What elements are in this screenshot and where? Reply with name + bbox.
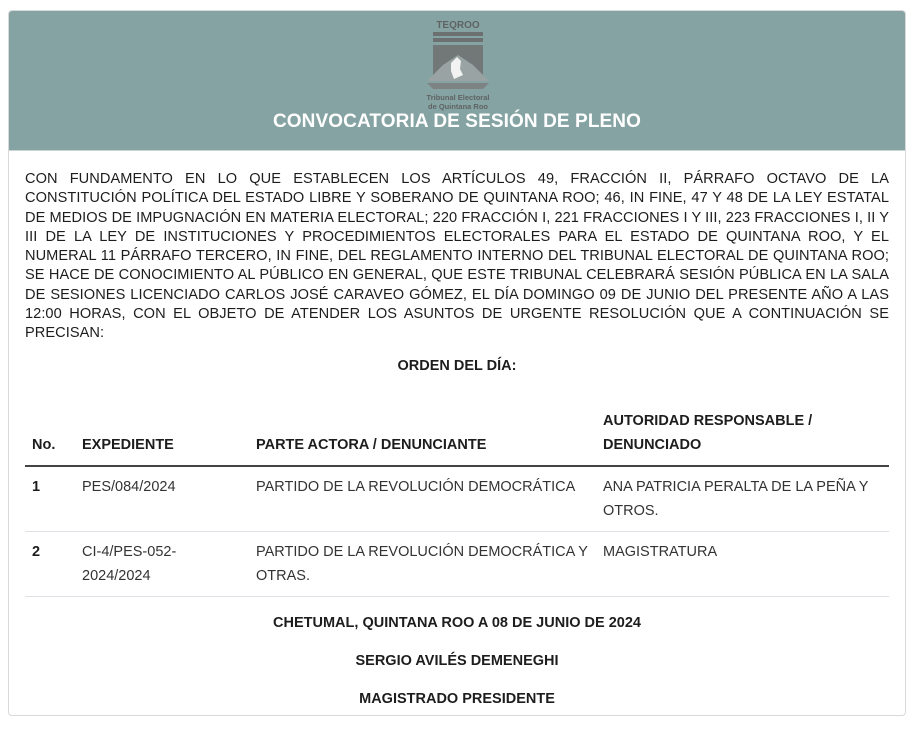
header-no: No.	[25, 401, 75, 466]
teqroo-logo-icon	[413, 17, 503, 117]
row-expediente: PES/084/2024	[75, 466, 249, 532]
logo-text-line2: de Quintana Roo	[428, 102, 488, 111]
card-header	[9, 11, 905, 151]
signer-role: MAGISTRADO PRESIDENTE	[359, 690, 555, 707]
row-parte-actora: PARTIDO DE LA REVOLUCIÓN DEMOCRÁTICA Y OTRAS.	[249, 531, 596, 596]
convocatoria-card	[8, 10, 906, 716]
row-no: 2	[25, 531, 75, 596]
teqroo-logo	[413, 17, 503, 117]
intro-paragraph: CON FUNDAMENTO EN LO QUE ESTABLECEN LOS ARTÍCULOS 49, FRACCIÓN II, PÁRRAFO OCTAVO DE LA CONSTITUCIÓN POLÍTICA DEL ESTADO LIBRE Y SOBERANO DE QUINTANA ROO; 46, IN FINE, 47 Y 48 DE LA LEY ESTATAL DE MEDIOS DE IMPUGNACIÓN EN MATERIA ELECTORAL; 220 FRACCIÓN I, 221 FRACCIONES I Y III, 223 FRACCIONES I, II Y III DE LA LEY DE INSTITUCIONES Y PROCEDIMIENTOS ELECTORALES PARA EL ESTADO DE QUINTANA ROO, Y EL NUMERAL 11 PÁRRAFO TERCERO, IN FINE, DEL REGLAMENTO INTERNO DEL TRIBUNAL ELECTORAL DE QUINTANA ROO; SE HACE DE CONOCIMIENTO AL PÚBLICO EN GENERAL, QUE ESTE TRIBUNAL CELEBRARÁ SESIÓN PÚBLICA EN LA SALA DE SESIONES LICENCIADO CARLOS JOSÉ CARAVEO GÓMEZ, EL DÍA DOMINGO 09 DE JUNIO DEL PRESENTE AÑO A LAS 12:00 HORAS, CON EL OBJETO DE ATENDER LOS ASUNTOS DE URGENTE RESOLUCIÓN QUE A CONTINUACIÓN SE PRECISAN:	[25, 171, 889, 342]
asuntos-table	[25, 401, 889, 597]
logo-text-top: TEQROO	[436, 20, 480, 31]
place-date: CHETUMAL, QUINTANA ROO A 08 DE JUNIO DE 2024	[273, 614, 641, 631]
header-autoridad: AUTORIDAD RESPONSABLE / DENUNCIADO	[596, 401, 889, 466]
row-parte-actora: PARTIDO DE LA REVOLUCIÓN DEMOCRÁTICA	[249, 466, 596, 532]
row-autoridad: ANA PATRICIA PERALTA DE LA PEÑA Y OTROS.	[596, 466, 889, 532]
signer-name: SERGIO AVILÉS DEMENEGHI	[355, 652, 559, 669]
page-title: CONVOCATORIA DE SESIÓN DE PLENO	[272, 111, 641, 132]
table-row	[25, 466, 889, 532]
table-header-row	[25, 401, 889, 466]
logo-text-line1: Tribunal Electoral	[426, 93, 490, 102]
header-expediente: EXPEDIENTE	[75, 401, 249, 466]
row-autoridad: MAGISTRATURA	[596, 531, 889, 596]
orden-del-dia-title: ORDEN DEL DÍA:	[397, 357, 517, 374]
row-no: 1	[25, 466, 75, 532]
table-row	[25, 531, 889, 596]
header-parte-actora: PARTE ACTORA / DENUNCIANTE	[249, 401, 596, 466]
row-expediente: CI-4/PES-052-2024/2024	[75, 531, 249, 596]
card-body	[9, 151, 905, 707]
